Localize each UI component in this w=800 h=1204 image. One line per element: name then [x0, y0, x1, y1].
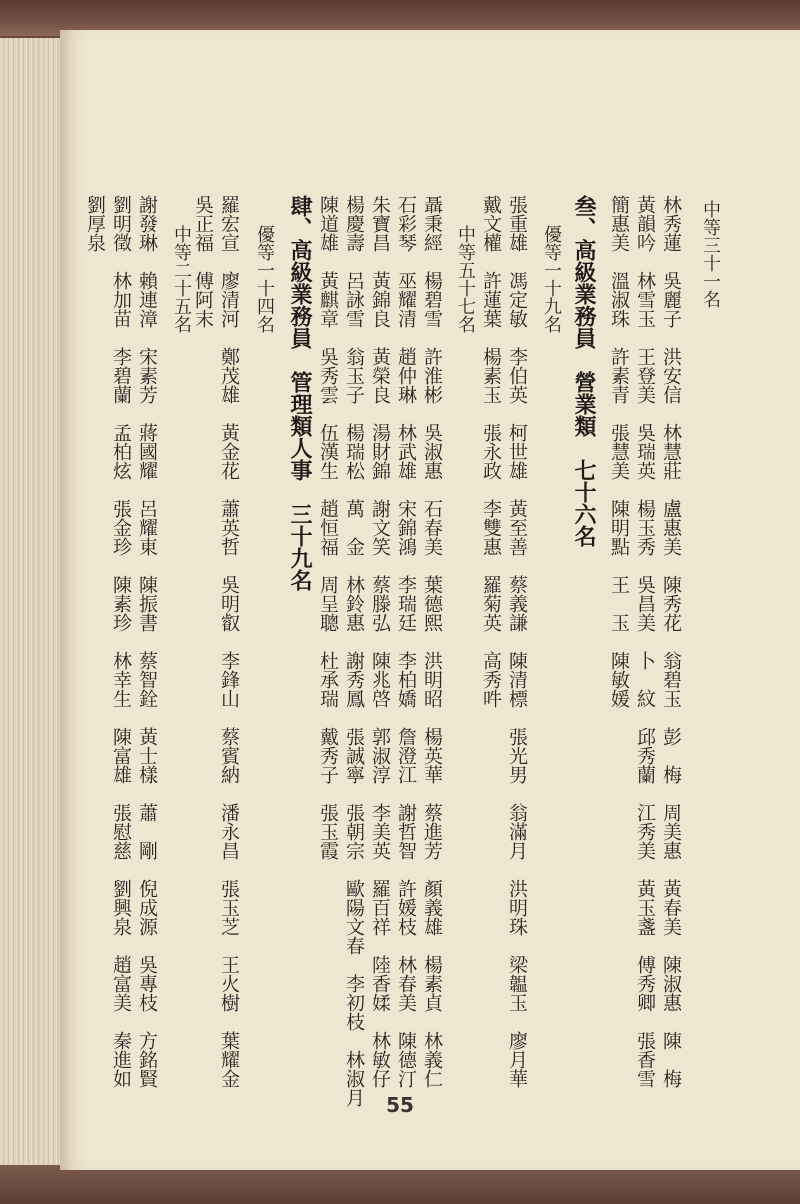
name-column: 石彩琴 巫耀清 趙仲琳 林武雄 宋錦鴻 李瑞廷 李柏嬌 詹澄江 謝哲智 許媛枝 林春美 陳德汀	[395, 195, 417, 1088]
name-column: 劉厚泉	[84, 195, 106, 252]
name-column: 朱寶昌 黃錦良 黃榮良 湯財錦 謝文笑 蔡滕弘 陳兆啓 郭淑淳 李美英 羅百祥 陸香媃 林敏仔	[369, 195, 391, 1088]
name-column: 吳正福 傅阿末	[192, 195, 214, 328]
name-column: 羅宏宣 廖清河 鄭茂雄 黃金花 蕭英哲 吳明叡 李鋒山 蔡賓納 潘永昌 張玉芝 王火樹 葉耀金	[218, 195, 240, 1088]
section-heading: 叁、高級業務員 營業類 七十六名	[571, 195, 597, 547]
name-column: 陳道雄 黃麒章 吳秀雲 伍漢生 趙恒福 周呈聰 杜承瑞 戴秀子 張玉霞	[317, 195, 339, 860]
name-column: 楊慶壽 呂詠雪 翁玉子 楊瑞松 萬 金 林鈴惠 謝秀鳳 張誠寧 張朝宗 歐陽文春 李初枝 林淑月	[343, 195, 365, 1107]
name-column: 聶秉經 楊碧雪 許淮彬 吳淑惠 石春美 葉德熙 洪明昭 楊英華 蔡進芳 顏義雄 楊素貞 林義仁	[421, 195, 443, 1088]
rank-heading: 中等二十五名	[171, 225, 192, 333]
name-column: 簡惠美 溫淑珠 許素青 張慧美 陳明點 王 玉 陳敏媛	[608, 195, 630, 708]
name-column: 黃韻吟 林雪玉 王登美 吳瑞英 楊玉秀 吳昌美 卜 紋 邱秀蘭 江秀美 黃玉盞 傅秀卿 張香雪	[634, 195, 656, 1088]
name-list	[82, 195, 160, 1088]
name-column: 林秀蓮 吳麗子 洪安信 林慧莊 盧惠美 陳秀花 翁碧玉 彭 梅 周美惠 黃春美 陳淑惠 陳 梅	[660, 195, 682, 1088]
name-column: 張重雄 馮定敏 李伯英 柯世雄 黃至善 蔡義謙 陳清標 張光男 翁滿月 洪明珠 梁韞玉 廖月華	[506, 195, 528, 1088]
book-cover-bottom	[0, 1165, 800, 1204]
rank-heading: 中等五十七名	[455, 225, 476, 333]
name-list	[606, 195, 684, 1088]
rank-heading: 優等一十九名	[541, 225, 562, 333]
rank-heading: 優等一十四名	[254, 225, 275, 333]
name-list	[478, 195, 530, 1088]
section-heading: 肆、高級業務員 管理類人事 三十九名	[287, 195, 313, 591]
rank-heading: 中等三十一名	[700, 200, 721, 308]
name-column: 戴文權 許蓮葉 楊素玉 張永政 李雙惠 羅菊英 高秀吽	[480, 195, 502, 708]
page-number: 55	[386, 1093, 414, 1117]
name-list	[190, 195, 242, 1088]
name-column: 劉明徵 林加苗 李碧蘭 孟柏炫 張金珍 陳素珍 林幸生 陳富雄 張慰慈 劉興泉 趙富美 秦進如	[110, 195, 132, 1088]
name-column: 謝發琳 賴連漳 宋素芳 蔣國耀 呂耀東 陳振書 蔡智銓 黃士樣 蕭 剛 倪成源 吳專枝 方銘賢	[136, 195, 158, 1088]
name-list	[315, 195, 445, 1107]
